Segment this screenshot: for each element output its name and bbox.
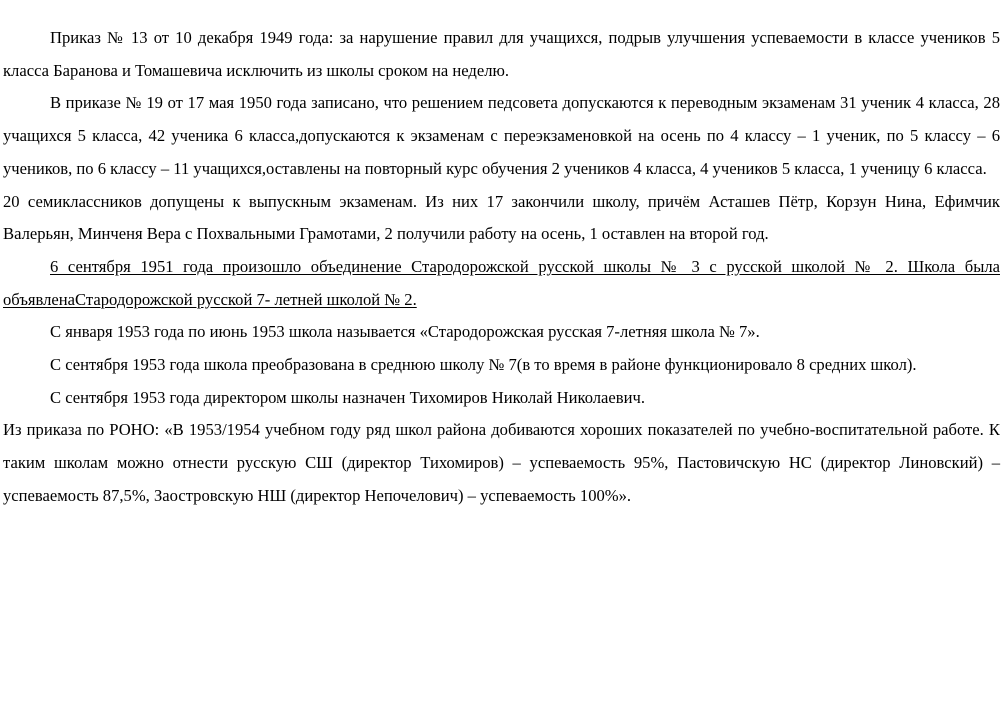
paragraph-school-merger: 6 сентября 1951 года произошло объединение Стародорожской русской школы № 3 с русской школой № 2. Школа была объявленаСтародорожской русской 7- летней школой № 2. [3, 256, 1000, 309]
paragraph-graduates: 20 семиклассников допущены к выпускным экзаменам. Из них 17 закончили школу, причём Асташев Пётр, Корзун Нина, Ефимчик Валерьян, Минченя Вера с Похвальными Грамотами, 2 получили работу на осень, 1 оставлен на второй год. [3, 191, 1000, 244]
document-body [3, 22, 1000, 513]
paragraph-order-13: Приказ № 13 от 10 декабря 1949 года: за нарушение правил для учащихся, подрыв улучшения успеваемости в классе учеников 5 класса Баранова и Томашевича исключить из школы сроком на неделю. [3, 28, 1000, 80]
paragraph-rono-order: Из приказа по РОНО: «В 1953/1954 учебном году ряд школ района добиваются хороших показателей по учебно-воспитательной работе. К таким школам можно отнести русскую СШ (директор Тихомиров) – успеваемость 95%, Пастовичскую НС (директор Линовский) – успеваемость 87,5%, Заостровскую НШ (директор Непочелович) – успеваемость 100%». [3, 420, 1000, 505]
paragraph-secondary-school: С сентября 1953 года школа преобразована в среднюю школу № 7(в то время в районе функционировало 8 средних школ). [50, 355, 917, 375]
paragraph-school-rename: С января 1953 года по июнь 1953 школа называется «Стародорожская русская 7-летняя школа № 7». [50, 322, 760, 342]
paragraph-order-19: В приказе № 19 от 17 мая 1950 года записано, что решением педсовета допускаются к переводным экзаменам 31 ученик 4 класса, 28 учащихся 5 класса, 42 ученика 6 класса,допускаются к экзаменам с переэкзаменовкой на осень по 4 классу – 1 ученик, по 5 классу – 6 учеников, по 6 классу – 11 учащихся,оставлены на повторный курс обучения 2 учеников 4 класса, 4 учеников 5 класса, 1 ученицу 6 класса. [3, 93, 1000, 178]
paragraph-director: С сентября 1953 года директором школы назначен Тихомиров Николай Николаевич. [50, 387, 645, 407]
